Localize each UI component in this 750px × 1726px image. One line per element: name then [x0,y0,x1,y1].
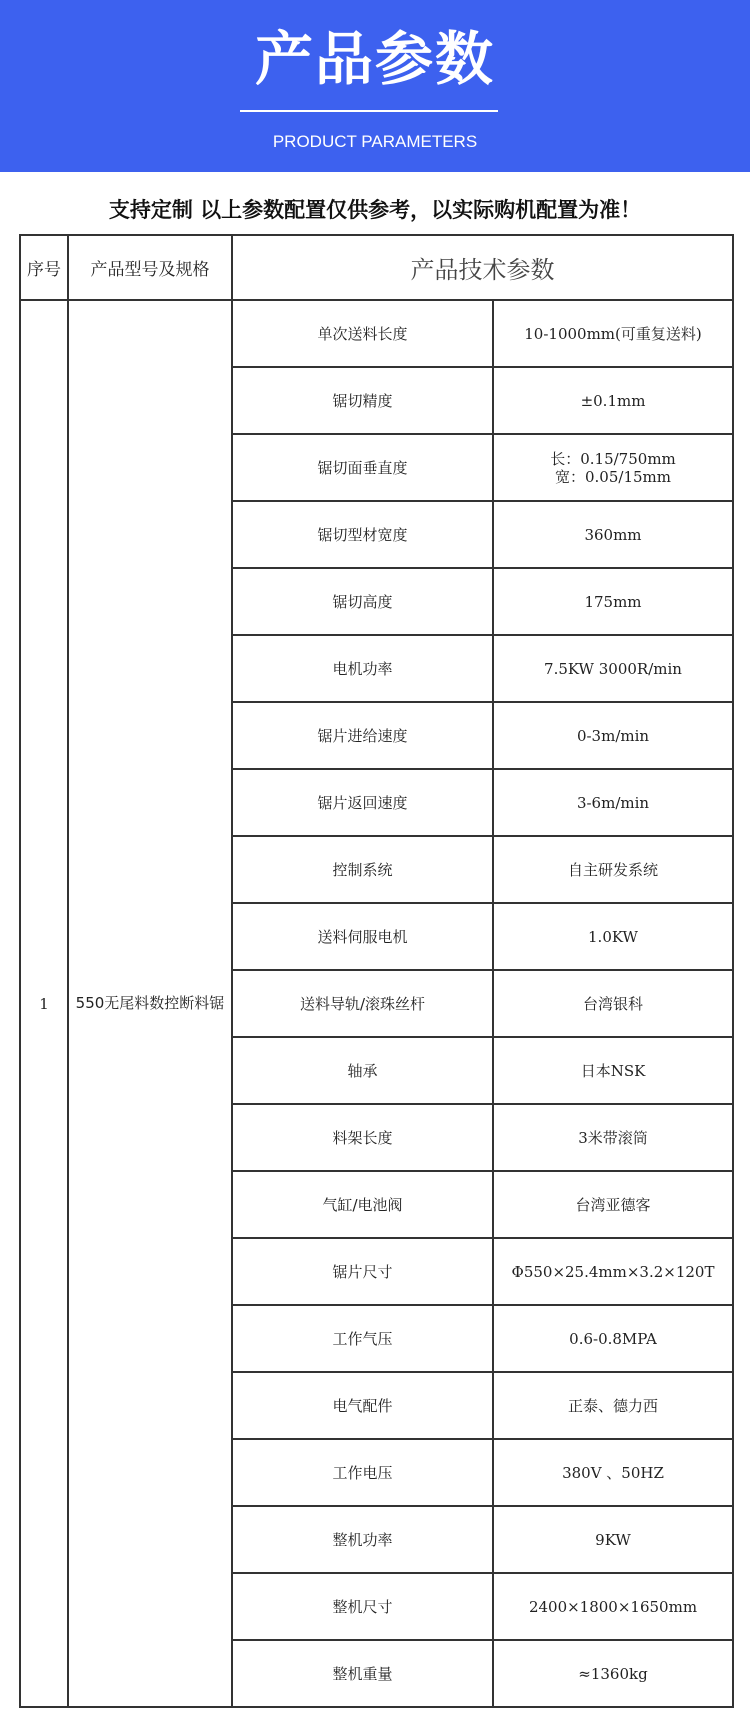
param-value-text: 7.5KW 3000R/min [544,659,682,678]
model-name: 550无尾料数控断料锯 [68,300,232,1707]
param-name: 料架长度 [232,1104,493,1171]
parameters-table [19,234,734,1708]
param-name: 单次送料长度 [232,300,493,367]
param-name: 整机尺寸 [232,1573,493,1640]
param-value-text: 日本NSK [580,1061,646,1080]
param-value [493,836,733,903]
param-name: 锯片尺寸 [232,1238,493,1305]
param-value [493,1439,733,1506]
param-value [493,1037,733,1104]
param-value-text: Φ550×25.4mm×3.2×120T [511,1262,715,1281]
param-value-text: 2400×1800×1650mm [528,1597,698,1616]
title-divider [240,110,498,112]
param-value [493,702,733,769]
param-value-text: 360mm [584,525,642,544]
param-value-text: 0-3m/min [576,726,650,745]
param-value [493,1640,733,1707]
parameters-body [20,300,733,1707]
param-name: 送料伺服电机 [232,903,493,970]
param-value-text: 长：0.15/750mm [550,449,676,468]
header-banner [0,0,750,172]
param-name: 工作气压 [232,1305,493,1372]
param-name: 锯切型材宽度 [232,501,493,568]
param-value [493,903,733,970]
param-name: 锯片进给速度 [232,702,493,769]
header-model-spec: 产品型号及规格 [68,235,232,300]
param-value-text: 自主研发系统 [567,860,658,879]
param-name: 电机功率 [232,635,493,702]
row-serial-number: 1 [20,300,68,1707]
param-name: 锯切面垂直度 [232,434,493,501]
param-name: 工作电压 [232,1439,493,1506]
param-name: 锯片返回速度 [232,769,493,836]
param-name: 锯切精度 [232,367,493,434]
param-name: 锯切高度 [232,568,493,635]
param-value [493,1104,733,1171]
param-value [493,1506,733,1573]
param-value [493,1238,733,1305]
param-value-text: 3-6m/min [576,793,650,812]
table-row [20,300,733,367]
param-value-text-secondary: 宽：0.05/15mm [555,467,671,486]
param-name: 电气配件 [232,1372,493,1439]
param-value-text: 3米带滚筒 [578,1128,648,1147]
param-value [493,970,733,1037]
param-value [493,568,733,635]
param-value-text: 1.0KW [588,927,638,946]
customization-notice: 支持定制 以上参数配置仅供参考，以实际购机配置为准！ [108,198,642,222]
param-value [493,1171,733,1238]
page-subtitle: PRODUCT PARAMETERS [272,132,478,151]
header-serial-number: 序号 [20,235,68,300]
param-value-text: 正泰、德力西 [567,1396,658,1415]
param-name: 送料导轨/滚珠丝杆 [232,970,493,1037]
param-value [493,1573,733,1640]
param-value [493,769,733,836]
param-value-text: 台湾银科 [582,994,643,1013]
param-value [493,1305,733,1372]
param-value-text: 9KW [595,1530,631,1549]
param-value [493,300,733,367]
param-value [493,635,733,702]
param-value-text: ±0.1mm [580,391,646,410]
param-value-text: 380V 、50HZ [562,1463,664,1482]
param-value-text: ≈1360kg [578,1664,648,1683]
param-value [493,501,733,568]
table-header-row [20,235,733,300]
param-name: 控制系统 [232,836,493,903]
header-tech-params: 产品技术参数 [232,235,733,300]
param-value [493,367,733,434]
param-value-text: 10-1000mm(可重复送料) [524,324,702,343]
param-name: 整机重量 [232,1640,493,1707]
param-name: 气缸/电池阀 [232,1171,493,1238]
param-name: 整机功率 [232,1506,493,1573]
param-name: 轴承 [232,1037,493,1104]
param-value-text: 0.6-0.8MPA [569,1329,657,1348]
param-value-text: 175mm [584,592,642,611]
param-value [493,434,733,501]
param-value [493,1372,733,1439]
param-value-text: 台湾亚德客 [575,1195,651,1214]
page-title: 产品参数 [254,25,495,93]
